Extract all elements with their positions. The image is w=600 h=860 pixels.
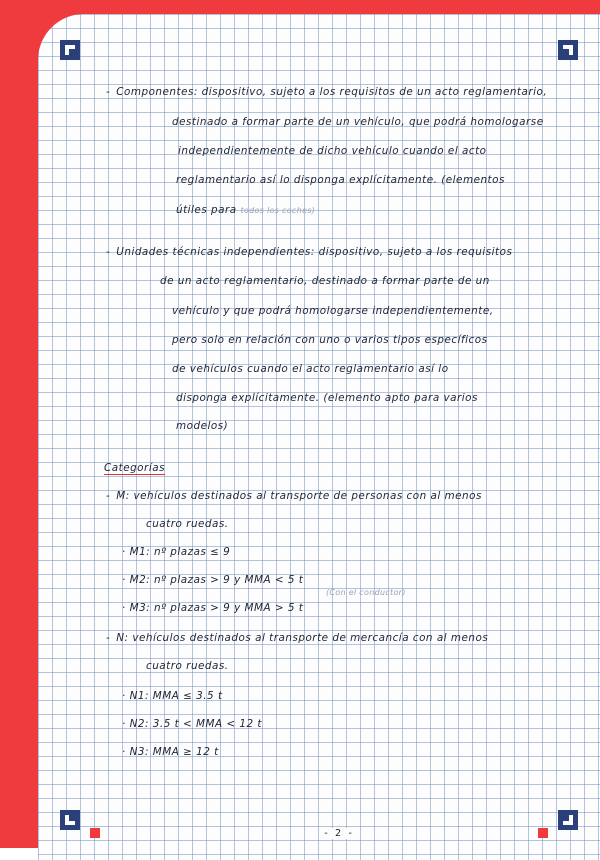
- faint-note: (Con el conductor): [326, 588, 406, 597]
- notebook-sheet: [38, 14, 600, 860]
- componentes-line: reglamentario así lo disponga explícitamente. (elementos: [176, 174, 505, 186]
- category-m-item: · M1: nº plazas ≤ 9: [122, 546, 231, 558]
- corner-mark-icon: [60, 40, 80, 60]
- corner-mark-icon: [558, 40, 578, 60]
- category-m-line: - M: vehículos destinados al transporte de personas con al menos: [106, 490, 482, 502]
- category-n-item: · N2: 3.5 t < MMA < 12 t: [122, 718, 262, 730]
- categorias-heading: Categorías: [104, 462, 165, 474]
- componentes-line: - Componentes: dispositivo, sujeto a los requisitos de un acto reglamentario,: [106, 86, 548, 98]
- category-n-item: · N3: MMA ≥ 12 t: [122, 746, 219, 758]
- unidades-line: vehículo y que podrá homologarse independientemente,: [172, 305, 494, 317]
- componentes-line: útiles para todos los coches): [176, 204, 316, 216]
- corner-mark-icon: [558, 810, 578, 830]
- unidades-line: de un acto reglamentario, destinado a formar parte de un: [160, 275, 490, 287]
- faint-note: todos los coches): [240, 206, 316, 215]
- unidades-line: de vehículos cuando el acto reglamentario así lo: [172, 363, 449, 375]
- unidades-line: modelos): [176, 420, 229, 432]
- corner-mark-icon: [60, 810, 80, 830]
- componentes-line: independientemente de dicho vehículo cuando el acto: [178, 145, 487, 157]
- category-m-item: · M3: nº plazas > 9 y MMA > 5 t: [122, 602, 304, 614]
- category-n-item: · N1: MMA ≤ 3.5 t: [122, 690, 223, 702]
- category-n-line: cuatro ruedas.: [146, 660, 229, 672]
- red-marker: [538, 828, 548, 838]
- componentes-line: destinado a formar parte de un vehículo, que podrá homologarse: [172, 116, 544, 128]
- category-n-line: - N: vehículos destinados al transporte de mercancía con al menos: [106, 632, 489, 644]
- category-m-line: cuatro ruedas.: [146, 518, 229, 530]
- unidades-line: - Unidades técnicas independientes: dispositivo, sujeto a los requisitos: [106, 246, 513, 258]
- category-m-item: · M2: nº plazas > 9 y MMA < 5 t: [122, 574, 304, 586]
- page-number: - 2 -: [320, 828, 356, 839]
- unidades-line: disponga explícitamente. (elemento apto para varios: [176, 392, 478, 404]
- unidades-line: pero solo en relación con uno o varios tipos específicos: [172, 334, 488, 346]
- red-marker: [90, 828, 100, 838]
